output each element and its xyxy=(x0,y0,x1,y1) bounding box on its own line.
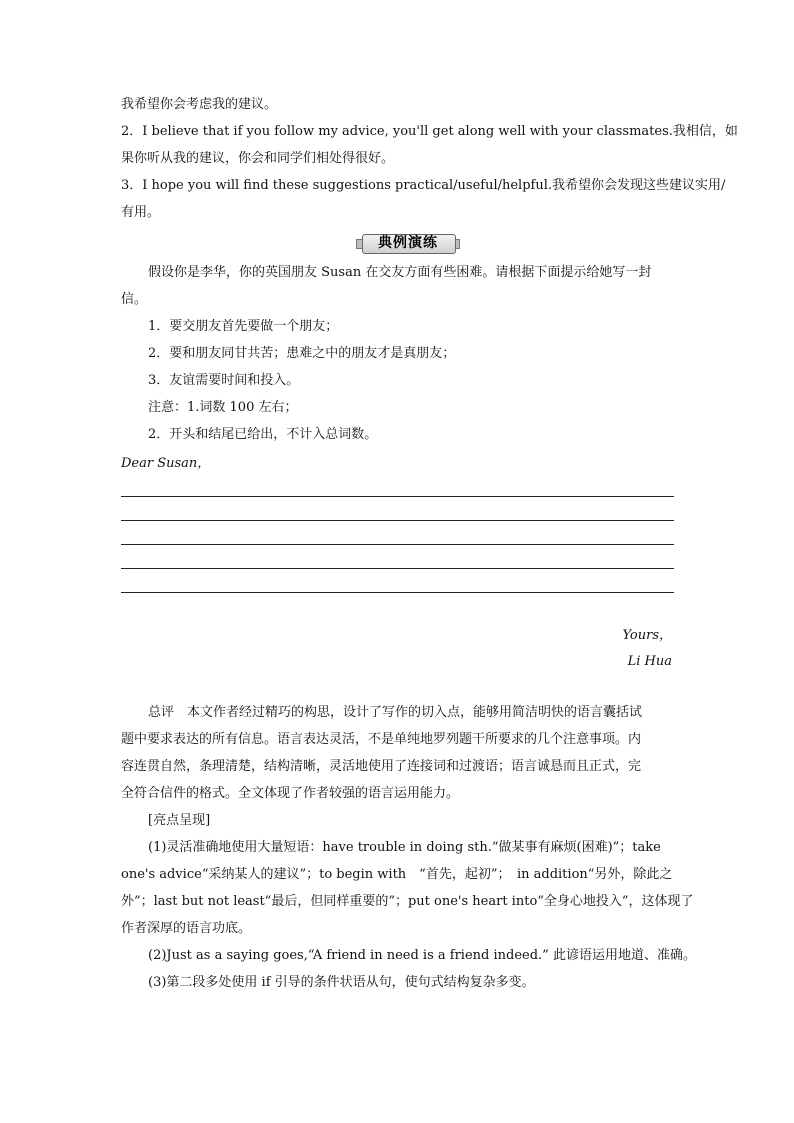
note-1: 注意：1.词数 100 左右； xyxy=(148,400,298,415)
highlight-3: (3)第二段多处使用 if 引导的条件状语从句，使句式结构复杂多变。 xyxy=(148,975,535,990)
prompt-item-2: 2．要和朋友同甘共苦；患难之中的朋友才是真朋友； xyxy=(148,346,456,361)
highlight-1: (1)灵活准确地使用大量短语：have trouble in doing sth.“做某事有麻烦(困难)”；take xyxy=(148,840,661,855)
answer-line xyxy=(121,568,674,569)
task-paragraph: 假设你是李华，你的英国朋友 Susan 在交友方面有些困难。请根据下面提示给她写一封 xyxy=(148,265,652,280)
task-paragraph-cont: 信。 xyxy=(121,292,148,307)
sample-sentence-3-cont: 有用。 xyxy=(121,205,161,220)
sample-sentence-2: 2．I believe that if you follow my advice, you'll get along well with your classmates.我相信，如 xyxy=(121,124,738,139)
answer-line xyxy=(121,520,674,521)
prompt-item-3: 3．友谊需要时间和投入。 xyxy=(148,373,300,388)
sample-sentence-3: 3．I hope you will find these suggestions practical/useful/helpful.我希望你会发现这些建议实用/ xyxy=(121,178,726,193)
answer-line xyxy=(121,496,674,497)
section-banner xyxy=(356,232,460,254)
highlight-1-cont: one's advice“采纳某人的建议”；to begin with “首先，起初”； in addition“另外，除此之 xyxy=(121,867,673,882)
letter-signature: Li Hua xyxy=(627,654,672,669)
sample-sentence-2-cont: 果你听从我的建议，你会和同学们相处得很好。 xyxy=(121,151,395,166)
highlight-1-cont: 外”；last but not least“最后，但同样重要的”；put one's heart into“全身心地投入”，这体现了 xyxy=(121,894,694,909)
letter-salutation: Dear Susan， xyxy=(121,456,211,471)
comment-paragraph-cont: 容连贯自然，条理清楚，结构清晰，灵活地使用了连接词和过渡语；语言诚恳而且正式，完 xyxy=(121,759,642,774)
answer-line xyxy=(121,592,674,593)
banner-title: 典例演练 xyxy=(378,235,438,251)
answer-line xyxy=(121,544,674,545)
highlights-heading: [亮点呈现] xyxy=(148,813,211,828)
comment-paragraph-cont: 题中要求表达的所有信息。语言表达灵活，不是单纯地罗列题干所要求的几个注意事项。内 xyxy=(121,732,642,747)
prompt-item-1: 1．要交朋友首先要做一个朋友； xyxy=(148,319,339,334)
comment-paragraph: 总评 本文作者经过精巧的构思，设计了写作的切入点，能够用简洁明快的语言囊括试 xyxy=(148,705,643,720)
letter-closing: Yours， xyxy=(622,628,672,643)
note-2: 2．开头和结尾已给出，不计入总词数。 xyxy=(148,427,378,442)
comment-paragraph-cont: 全符合信件的格式。全文体现了作者较强的语言运用能力。 xyxy=(121,786,460,801)
sample-sentence-line: 我希望你会考虑我的建议。 xyxy=(121,97,278,112)
highlight-1-cont: 作者深厚的语言功底。 xyxy=(121,921,252,936)
highlight-2: (2)Just as a saying goes,“A friend in need is a friend indeed.” 此谚语运用地道、准确。 xyxy=(148,948,696,963)
